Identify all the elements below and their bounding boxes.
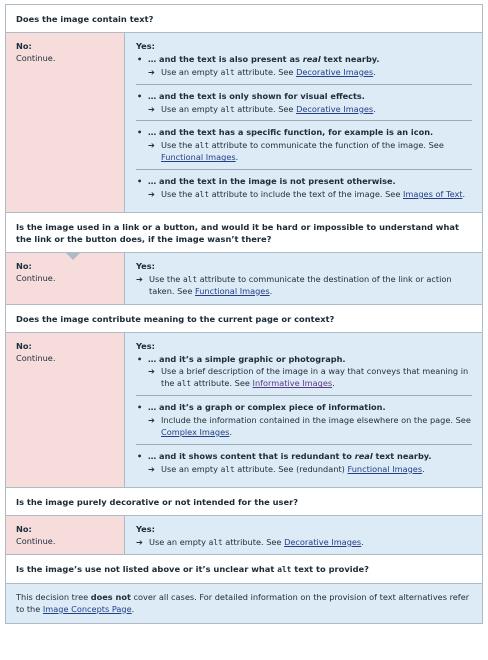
action-text: ➔ Use an empty alt attribute. See Decorative Images. bbox=[136, 536, 364, 547]
question-text: Does the image contribute meaning to the current page or context? bbox=[16, 313, 335, 324]
bullet-icon: • bbox=[137, 176, 143, 187]
no-label: No: bbox=[16, 340, 32, 351]
decorative-images-link[interactable]: Decorative Images bbox=[296, 103, 374, 114]
question-link-or-button bbox=[6, 212, 482, 252]
condition-text: … and the text is also present as real text nearby. bbox=[148, 53, 380, 64]
branch-notch bbox=[65, 252, 81, 260]
bullet-icon: • bbox=[137, 402, 143, 413]
yes-option bbox=[136, 450, 472, 481]
yes-label: Yes: bbox=[136, 260, 155, 271]
action-text: ➔ Use a brief description of the image in a way that conveys that meaning in the alt attribute. See Informative Images. bbox=[148, 366, 469, 389]
continue-text: Continue. bbox=[16, 352, 56, 363]
no-column bbox=[6, 33, 125, 212]
condition-text: … and the text in the image is not present otherwise. bbox=[148, 176, 396, 187]
condition-text: … and the text is only shown for visual effects. bbox=[148, 90, 365, 101]
answer-row-contains-text bbox=[6, 32, 482, 212]
condition-text: … and it’s a graph or complex piece of information. bbox=[148, 402, 386, 413]
yes-option bbox=[136, 401, 472, 445]
alt-decision-tree bbox=[5, 4, 483, 624]
bullet-icon: • bbox=[137, 53, 143, 64]
action-text: ➔ Use an empty alt attribute. See (redundant) Functional Images. bbox=[148, 463, 425, 474]
no-column bbox=[6, 333, 125, 487]
question-unclear-use bbox=[6, 554, 482, 582]
yes-label: Yes: bbox=[136, 340, 155, 351]
decorative-images-link[interactable]: Decorative Images bbox=[296, 66, 374, 77]
yes-option bbox=[136, 353, 472, 397]
yes-label: Yes: bbox=[136, 41, 155, 52]
action-text: ➔ Use the alt attribute to communicate the function of the image. See Functional Images. bbox=[148, 140, 444, 163]
bullet-icon: • bbox=[137, 450, 143, 461]
question-text: Does the image contain text? bbox=[16, 14, 154, 24]
action-text: ➔ Use the alt attribute to include the text of the image. See Images of Text. bbox=[148, 189, 466, 200]
arrow-icon: ➔ bbox=[148, 189, 155, 200]
action-text: ➔ Use the alt attribute to communicate the destination of the link or action taken. See Functional Images. bbox=[136, 273, 452, 296]
no-column bbox=[6, 253, 125, 304]
answer-row-contributes-meaning bbox=[6, 332, 482, 487]
arrow-icon: ➔ bbox=[148, 415, 155, 426]
question-text: Is the image used in a link or a button, and would it be hard or impossible to understand what the link or the button does, if the image wasn’t there? bbox=[16, 221, 459, 244]
arrow-icon: ➔ bbox=[148, 66, 155, 77]
continue-text: Continue. bbox=[16, 52, 56, 63]
yes-option bbox=[136, 53, 472, 85]
complex-images-link[interactable]: Complex Images bbox=[161, 426, 230, 437]
answer-row-purely-decorative bbox=[6, 515, 482, 555]
bullet-icon: • bbox=[137, 127, 143, 138]
no-label: No: bbox=[16, 523, 32, 534]
action-text: ➔ Use an empty alt attribute. See Decorative Images. bbox=[148, 66, 376, 77]
no-column bbox=[6, 516, 125, 555]
question-purely-decorative bbox=[6, 487, 482, 515]
bullet-icon: • bbox=[137, 353, 143, 364]
functional-images-link[interactable]: Functional Images bbox=[347, 463, 423, 474]
no-label: No: bbox=[16, 41, 32, 52]
arrow-icon: ➔ bbox=[136, 273, 143, 284]
yes-column bbox=[125, 253, 482, 304]
image-concepts-page-link[interactable]: Image Concepts Page bbox=[42, 603, 132, 614]
yes-column bbox=[125, 516, 482, 555]
question-text: Is the image purely decorative or not intended for the user? bbox=[16, 496, 299, 507]
condition-text: … and it’s a simple graphic or photograph. bbox=[148, 353, 346, 364]
functional-images-link[interactable]: Functional Images bbox=[161, 152, 236, 163]
arrow-icon: ➔ bbox=[148, 103, 155, 114]
decorative-images-link[interactable]: Decorative Images bbox=[284, 536, 362, 547]
condition-text: … and it shows content that is redundant to real text nearby. bbox=[148, 450, 432, 461]
yes-column bbox=[125, 333, 482, 487]
no-label: No: bbox=[16, 260, 32, 271]
yes-column bbox=[125, 33, 482, 212]
question-contributes-meaning bbox=[6, 304, 482, 332]
functional-images-link[interactable]: Functional Images bbox=[194, 285, 270, 296]
yes-label: Yes: bbox=[136, 523, 155, 534]
bullet-icon: • bbox=[137, 90, 143, 101]
question-text: Is the image’s use not listed above or it’s unclear what alt text to provide? bbox=[16, 564, 369, 575]
yes-option bbox=[136, 126, 472, 170]
condition-text: … and the text has a specific function, for example is an icon. bbox=[148, 127, 434, 138]
action-text: ➔ Include the information contained in the image elsewhere on the page. See Complex Images. bbox=[148, 415, 471, 437]
action-text: ➔ Use an empty alt attribute. See Decorative Images. bbox=[148, 103, 376, 114]
arrow-icon: ➔ bbox=[148, 463, 155, 474]
arrow-icon: ➔ bbox=[148, 366, 155, 377]
yes-option bbox=[136, 175, 472, 206]
continue-text: Continue. bbox=[16, 535, 56, 546]
informative-images-link[interactable]: Informative Images bbox=[252, 378, 333, 389]
question-contains-text bbox=[6, 5, 482, 32]
arrow-icon: ➔ bbox=[136, 536, 143, 547]
arrow-icon: ➔ bbox=[148, 140, 155, 151]
yes-option bbox=[136, 90, 472, 122]
continue-text: Continue. bbox=[16, 272, 56, 283]
decision-tree-note: This decision tree does not cover all cases. For detailed information on the provision of text alternatives refer to the Image Concepts Page. bbox=[6, 583, 482, 623]
images-of-text-link[interactable]: Images of Text bbox=[402, 189, 463, 200]
